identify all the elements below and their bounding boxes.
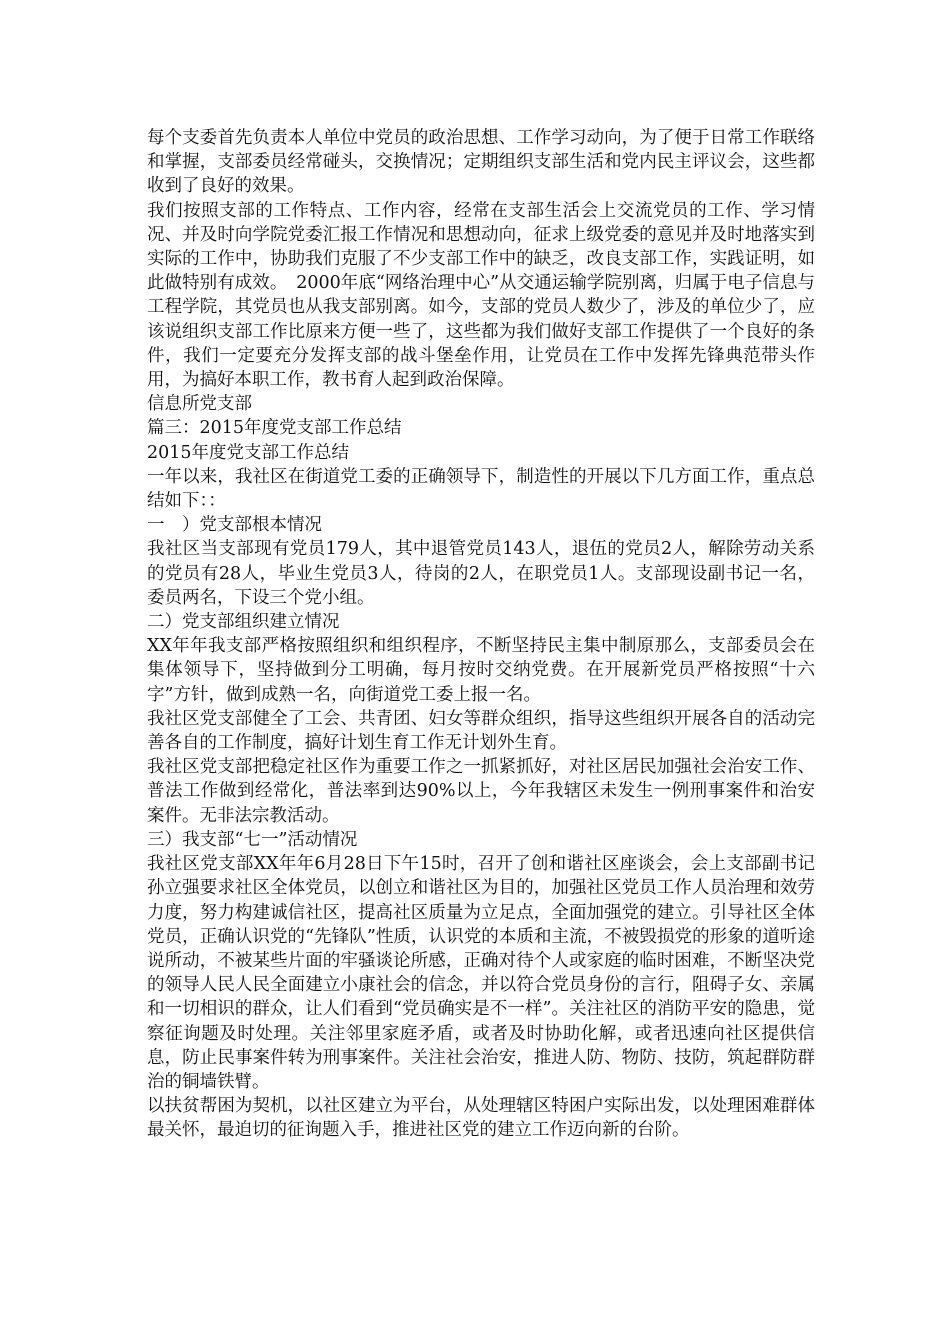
- paragraph: 我社区党支部健全了工会、共青团、妇女等群众组织，指导这些组织开展各自的活动完善各自的工作制度，搞好计划生育工作无计划外生育。: [147, 708, 815, 754]
- paragraph: 我社区当支部现有党员179人，其中退管党员143人，退伍的党员2人，解除劳动关系的党员有28人，毕业生党员3人，待岗的2人，在职党员1人。支部现设副书记一名，委员两名，下设三个党小组。: [147, 539, 815, 608]
- section-heading: 篇三：2015年度党支部工作总结: [147, 418, 402, 439]
- section-title: 2015年度党支部工作总结: [147, 442, 350, 463]
- paragraph: 以扶贫帮困为契机，以社区建立为平台，从处理辖区特困户实际出发，以处理困难群体最关怀，最迫切的征询题入手，推进社区党的建立工作迈向新的台阶。: [147, 1096, 815, 1141]
- paragraph: 我们按照支部的工作特点、工作内容，经常在支部生活会上交流党员的工作、学习情况、并及时向学院党委汇报工作情况和思想动向，征求上级党委的意见并及时地落实到实际的工作中，协助我们克服了不少支部工作中的缺乏，改良支部工作，实践证明，如此做特别有成效。 2000年底“网络治理中心”从交通运输学院别离，归属于电子信息与工程学院，其党员也从我支部别离。如今，支部的党员人数少了，涉及的单位少了，应该说组织支部工作比原来方便一些了，这些都为我们做好支部工作提供了一个良好的条件，我们一定要充分发挥支部的战斗堡垒作用，让党员在工作中发挥先锋典范带头作用，为搞好本职工作，教书育人起到政治保障。: [147, 200, 815, 391]
- paragraph: 每个支委首先负责本人单位中党员的政治思想、工作学习动向，为了便于日常工作联络和掌握，支部委员经常碰头，交换情况；定期组织支部生活和党内民主评议会，这些都收到了良好的效果。: [147, 128, 815, 197]
- subsection-heading: 一 ）党支部根本情况: [147, 515, 322, 536]
- subsection-heading: 三）我支部“七一”活动情况: [147, 829, 358, 850]
- paragraph: 我社区党支部把稳定社区作为重要工作之一抓紧抓好，对社区居民加强社会治安工作、普法工作做到经常化，普法率到达90%以上，今年我辖区未发生一例刑事案件和治安案件。无非法宗教活动。: [147, 757, 815, 826]
- document-body: [147, 126, 815, 1143]
- paragraph: 一年以来，我社区在街道党工委的正确领导下，制造性的开展以下几方面工作，重点总结如下：：: [147, 466, 815, 512]
- subsection-heading: 二）党支部组织建立情况: [147, 612, 340, 633]
- paragraph: 我社区党支部XX年年6月28日下午15时，召开了创和谐社区座谈会，会上支部副书记孙立强要求社区全体党员，以创立和谐社区为目的，加强社区党员工作人员治理和效劳力度，努力构建诚信社区，提高社区质量为立足点，全面加强党的建立。引导社区全体党员，正确认识党的“先锋队”性质，认识党的本质和主流，不被毁损党的形象的道听途说所动，不被某些片面的牢骚谈论所感，正确对待个人或家庭的临时困难，不断坚决党的领导人民人民全面建立小康社会的信念，并以符合党员身份的言行，阻碍子女、亲属和一切相识的群众，让人们看到“党员确实是不一样”。关注社区的消防平安的隐患，觉察征询题及时处理。关注邻里家庭矛盾，或者及时协助化解，或者迅速向社区提供信息，防止民事案件转为刑事案件。关注社会治安，推进人防、物防、技防，筑起群防群治的铜墙铁臂。: [147, 854, 815, 1092]
- paragraph: 信息所党支部: [147, 394, 252, 415]
- paragraph: XX年年我支部严格按照组织和组织程序，不断坚持民主集中制原那么，支部委员会在集体领导下，坚持做到分工明确，每月按时交纳党费。在开展新党员严格按照“十六字”方针，做到成熟一名，向街道党工委上报一名。: [147, 636, 815, 705]
